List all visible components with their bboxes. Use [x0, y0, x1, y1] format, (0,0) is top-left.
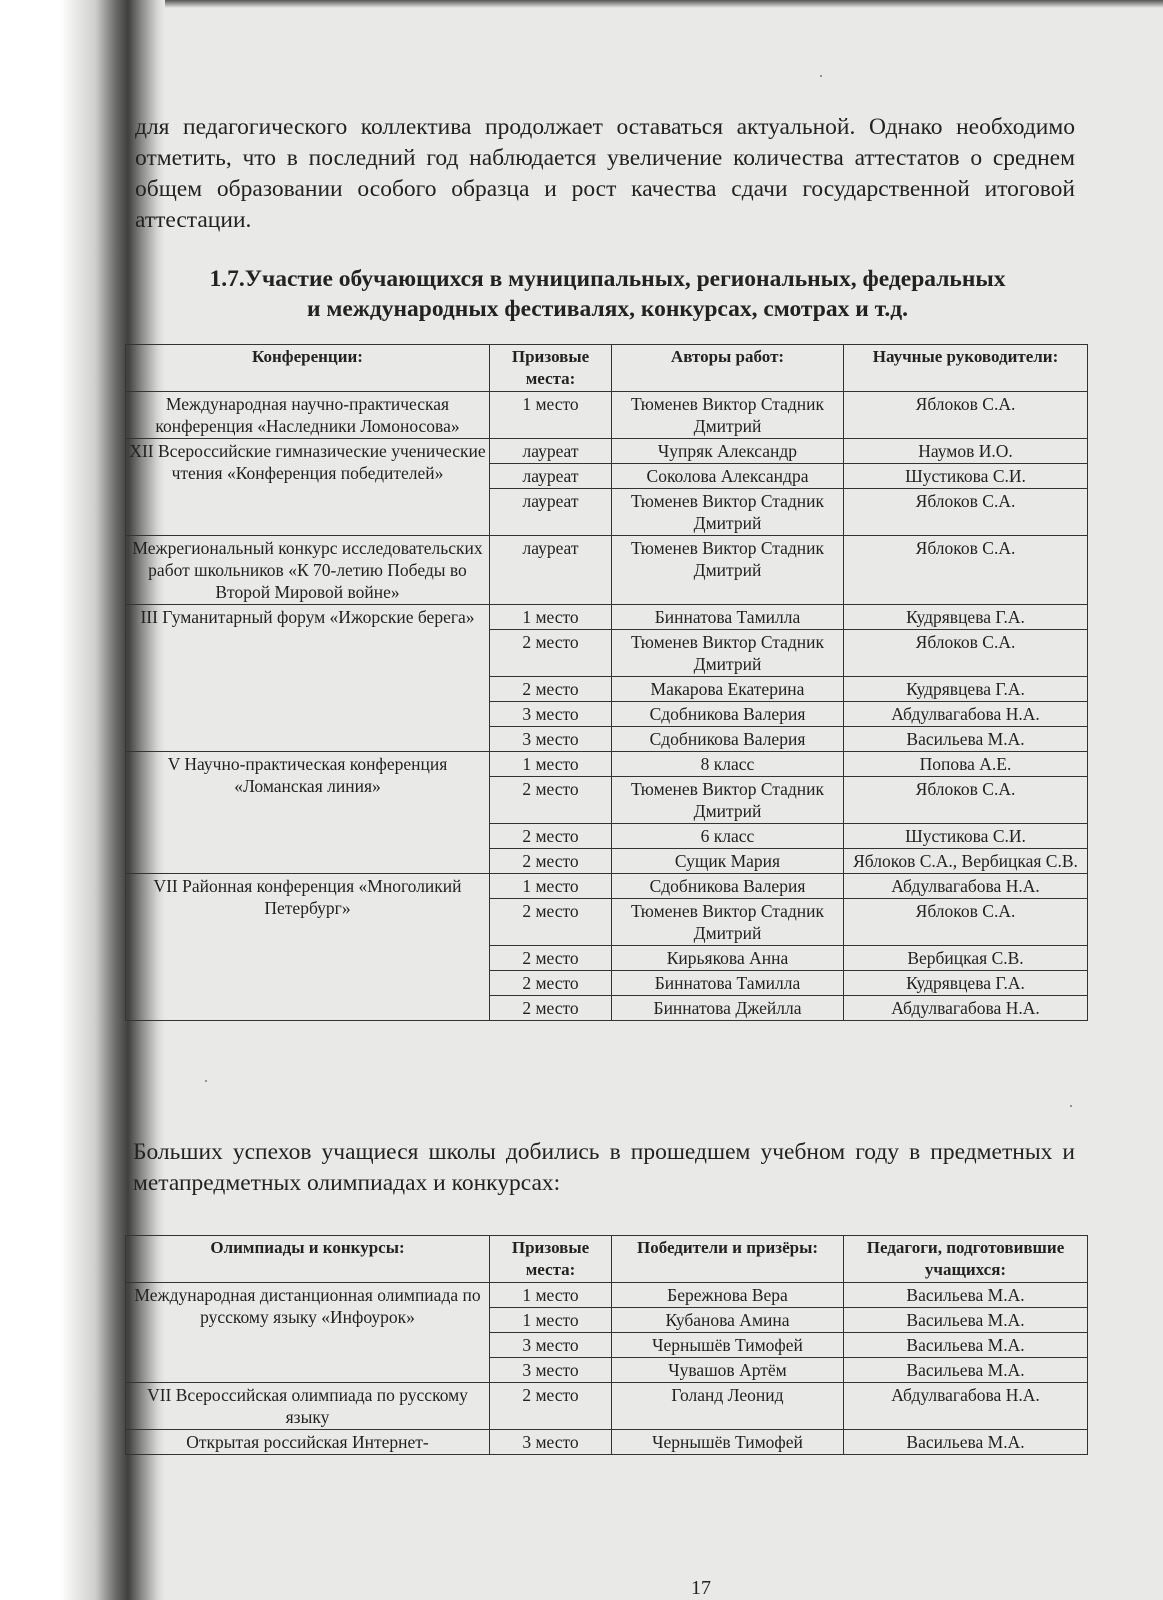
supervisor-cell: Васильева М.А.: [844, 727, 1088, 752]
table-row: [126, 536, 1088, 605]
place-cell: 2 место: [490, 630, 612, 677]
supervisor-cell: Абдулвагабова Н.А.: [844, 874, 1088, 899]
place-cell: 2 место: [490, 677, 612, 702]
place-cell: 3 место: [490, 727, 612, 752]
supervisor-cell: Абдулвагабова Н.А.: [844, 996, 1088, 1021]
participants-cell: Сдобникова Валерия: [612, 727, 844, 752]
supervisor-cell: Попова А.Е.: [844, 752, 1088, 777]
participants-cell: Сдобникова Валерия: [612, 874, 844, 899]
participants-cell: Сущик Мария: [612, 849, 844, 874]
participants-cell: Тюменев Виктор Стадник Дмитрий: [612, 777, 844, 824]
supervisor-cell: Шустикова С.И.: [844, 824, 1088, 849]
participants-cell: 6 класс: [612, 824, 844, 849]
table-row: [126, 1430, 1088, 1455]
supervisor-cell: Васильева М.А.: [844, 1430, 1088, 1455]
table-row: [126, 1283, 1088, 1308]
supervisor-cell: Абдулвагабова Н.А.: [844, 1383, 1088, 1430]
event-name-cell: Международная дистанционная олимпиада по русскому языку «Инфоурок»: [126, 1283, 490, 1383]
supervisor-cell: Абдулвагабова Н.А.: [844, 702, 1088, 727]
participants-cell: Бережнова Вера: [612, 1283, 844, 1308]
participants-cell: Биннатова Джейлла: [612, 996, 844, 1021]
header-cell: Конференции:: [126, 345, 490, 392]
participants-cell: Сдобникова Валерия: [612, 702, 844, 727]
event-name-cell: Международная научно-практическая конференция «Наследники Ломоносова»: [126, 392, 490, 439]
scan-top-edge: [0, 0, 1163, 8]
supervisor-cell: Яблоков С.А.: [844, 392, 1088, 439]
table-header-row: [126, 345, 1088, 392]
participants-cell: Биннатова Тамилла: [612, 971, 844, 996]
header-cell: Педагоги, подготовившие учащихся:: [844, 1236, 1088, 1283]
place-cell: 2 место: [490, 824, 612, 849]
place-cell: 3 место: [490, 1333, 612, 1358]
participants-cell: Голанд Леонид: [612, 1383, 844, 1430]
place-cell: 1 место: [490, 1283, 612, 1308]
place-cell: лауреат: [490, 439, 612, 464]
participants-cell: Чупряк Александр: [612, 439, 844, 464]
supervisor-cell: Наумов И.О.: [844, 439, 1088, 464]
participants-cell: Тюменев Виктор Стадник Дмитрий: [612, 392, 844, 439]
supervisor-cell: Васильева М.А.: [844, 1308, 1088, 1333]
header-cell: Научные руководители:: [844, 345, 1088, 392]
place-cell: 1 место: [490, 752, 612, 777]
page-number: 17: [691, 1577, 711, 1599]
event-name-cell: Межрегиональный конкурс исследовательских работ школьников «К 70-летию Победы во Второй Мировой войне»: [126, 536, 490, 605]
section-heading-line1: 1.7.Участие обучающихся в муниципальных, региональных, федеральных: [209, 266, 1006, 292]
participants-cell: Тюменев Виктор Стадник Дмитрий: [612, 899, 844, 946]
place-cell: 2 место: [490, 849, 612, 874]
place-cell: 2 место: [490, 1383, 612, 1430]
participants-cell: Тюменев Виктор Стадник Дмитрий: [612, 489, 844, 536]
event-name-cell: VII Всероссийская олимпиада по русскому языку: [126, 1383, 490, 1430]
supervisor-cell: Яблоков С.А.: [844, 899, 1088, 946]
participants-cell: Кирьякова Анна: [612, 946, 844, 971]
participants-cell: Кубанова Амина: [612, 1308, 844, 1333]
section-heading: [125, 264, 1090, 324]
place-cell: 1 место: [490, 874, 612, 899]
supervisor-cell: Яблоков С.А., Вербицкая С.В.: [844, 849, 1088, 874]
supervisor-cell: Шустикова С.И.: [844, 464, 1088, 489]
supervisor-cell: Кудрявцева Г.А.: [844, 605, 1088, 630]
place-cell: 2 место: [490, 777, 612, 824]
conferences-table: [125, 344, 1088, 1021]
olympiads-table: [125, 1235, 1088, 1455]
supervisor-cell: Яблоков С.А.: [844, 489, 1088, 536]
table-row: [126, 605, 1088, 630]
place-cell: лауреат: [490, 489, 612, 536]
table-header-row: [126, 1236, 1088, 1283]
scan-speck: [1070, 1105, 1072, 1107]
scan-speck: [205, 1080, 207, 1082]
header-cell: Призовые места:: [490, 1236, 612, 1283]
section-heading-line2: и международных фестивалях, конкурсах, смотрах и т.д.: [306, 296, 909, 322]
event-name-cell: III Гуманитарный форум «Ижорские берега»: [126, 605, 490, 752]
supervisor-cell: Васильева М.А.: [844, 1358, 1088, 1383]
supervisor-cell: Яблоков С.А.: [844, 630, 1088, 677]
place-cell: лауреат: [490, 536, 612, 605]
event-name-cell: XII Всероссийские гимназические ученические чтения «Конференция победителей»: [126, 439, 490, 536]
event-name-cell: V Научно-практическая конференция «Ломанская линия»: [126, 752, 490, 874]
intro-paragraph: для педагогического коллектива продолжает оставаться актуальной. Однако необходимо отметить, что в последний год наблюдается увеличение количества аттестатов о среднем общем образовании особого образца и рост качества сдачи государственной итоговой аттестации.: [135, 114, 1075, 233]
header-cell: Победители и призёры:: [612, 1236, 844, 1283]
header-cell: Призовые места:: [490, 345, 612, 392]
table-row: [126, 392, 1088, 439]
event-name-cell: VII Районная конференция «Многоликий Петербург»: [126, 874, 490, 1021]
supervisor-cell: Кудрявцева Г.А.: [844, 971, 1088, 996]
event-name-cell: Открытая российская Интернет-: [126, 1430, 490, 1455]
participants-cell: Биннатова Тамилла: [612, 605, 844, 630]
scan-speck: [820, 75, 822, 77]
place-cell: 1 место: [490, 392, 612, 439]
place-cell: 3 место: [490, 1430, 612, 1455]
table-row: [126, 752, 1088, 777]
participants-cell: Тюменев Виктор Стадник Дмитрий: [612, 630, 844, 677]
header-cell: Авторы работ:: [612, 345, 844, 392]
place-cell: 3 место: [490, 702, 612, 727]
olympiad-paragraph: Больших успехов учащиеся школы добились в прошедшем учебном году в предметных и метапредметных олимпиадах и конкурсах:: [133, 1139, 1075, 1196]
place-cell: 2 место: [490, 899, 612, 946]
place-cell: 2 место: [490, 946, 612, 971]
participants-cell: Чувашов Артём: [612, 1358, 844, 1383]
header-cell: Олимпиады и конкурсы:: [126, 1236, 490, 1283]
participants-cell: Макарова Екатерина: [612, 677, 844, 702]
supervisor-cell: Кудрявцева Г.А.: [844, 677, 1088, 702]
place-cell: 1 место: [490, 605, 612, 630]
table-row: [126, 874, 1088, 899]
place-cell: 3 место: [490, 1358, 612, 1383]
table-row: [126, 1383, 1088, 1430]
place-cell: 2 место: [490, 971, 612, 996]
participants-cell: Чернышёв Тимофей: [612, 1430, 844, 1455]
supervisor-cell: Васильева М.А.: [844, 1283, 1088, 1308]
place-cell: 1 место: [490, 1308, 612, 1333]
participants-cell: Соколова Александра: [612, 464, 844, 489]
supervisor-cell: Вербицкая С.В.: [844, 946, 1088, 971]
place-cell: лауреат: [490, 464, 612, 489]
supervisor-cell: Яблоков С.А.: [844, 777, 1088, 824]
participants-cell: 8 класс: [612, 752, 844, 777]
participants-cell: Тюменев Виктор Стадник Дмитрий: [612, 536, 844, 605]
table-row: [126, 439, 1088, 464]
supervisor-cell: Яблоков С.А.: [844, 536, 1088, 605]
supervisor-cell: Васильева М.А.: [844, 1333, 1088, 1358]
participants-cell: Чернышёв Тимофей: [612, 1333, 844, 1358]
place-cell: 2 место: [490, 996, 612, 1021]
